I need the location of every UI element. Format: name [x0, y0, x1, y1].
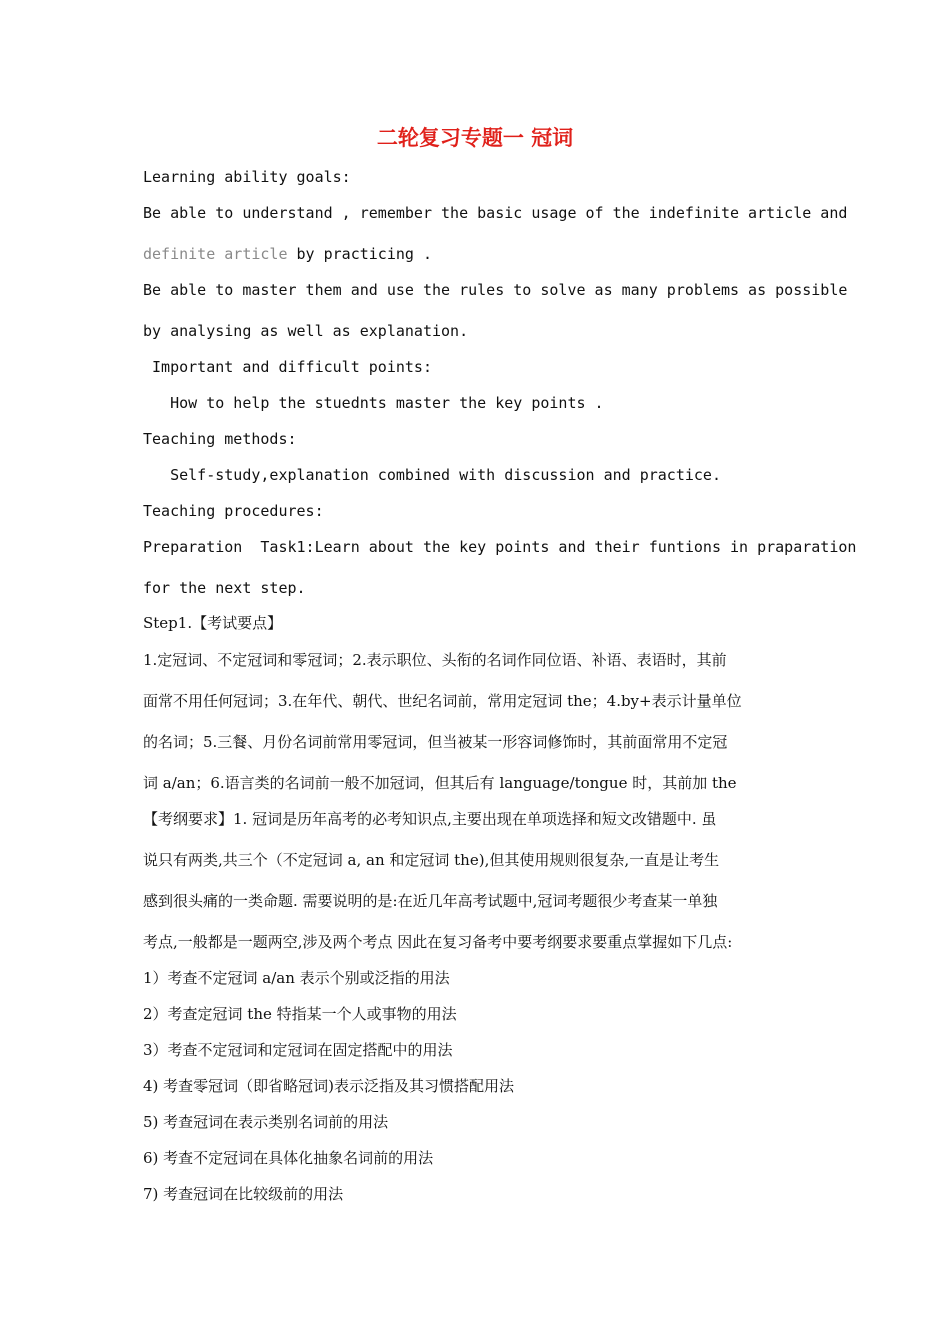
- requirement-item: 1）考查不定冠词 a/an 表示个别或泛指的用法: [143, 969, 450, 987]
- requirement-item: 5) 考查冠词在表示类别名词前的用法: [143, 1113, 389, 1131]
- exam-points-line: 面常不用任何冠词；3.在年代、朝代、世纪名词前，常用定冠词 the；4.by+表示计量单位: [143, 692, 742, 710]
- points-heading: Important and difficult points:: [143, 358, 432, 376]
- syllabus-line: 【考纲要求】1. 冠词是历年高考的必考知识点,主要出现在单项选择和短文改错题中. 虽: [143, 810, 717, 828]
- preparation-line-1: Preparation Task1:Learn about the key points and their funtions in praparation: [143, 538, 857, 556]
- document-title: 二轮复习专题一 冠词: [376, 126, 574, 150]
- goal-1-rest-text: by practicing .: [287, 245, 432, 263]
- exam-points-line: 的名词；5.三餐、月份名词前常用零冠词，但当被某一形容词修饰时，其前面常用不定冠: [143, 733, 728, 751]
- goal-1-gray-text: definite article: [143, 245, 288, 263]
- goal-2-line-1: Be able to master them and use the rules to solve as many problems as possible: [143, 281, 848, 299]
- goal-1-line-2: [143, 244, 432, 264]
- goals-heading: Learning ability goals:: [143, 168, 351, 186]
- exam-points-line: 1.定冠词、不定冠词和零冠词；2.表示职位、头衔的名词作同位语、补语、表语时，其前: [143, 651, 727, 669]
- requirement-item: 7) 考查冠词在比较级前的用法: [143, 1185, 344, 1203]
- exam-points-line: 词 a/an；6.语言类的名词前一般不加冠词，但其后有 language/tongue 时，其前加 the: [143, 774, 737, 792]
- methods-heading: Teaching methods:: [143, 430, 297, 448]
- requirement-item: 6) 考查不定冠词在具体化抽象名词前的用法: [143, 1149, 434, 1167]
- step-1-heading: Step1.【考试要点】: [143, 614, 283, 632]
- goal-1-line-1: Be able to understand , remember the basic usage of the indefinite article and: [143, 204, 848, 222]
- requirement-item: 2）考查定冠词 the 特指某一个人或事物的用法: [143, 1005, 457, 1023]
- preparation-line-2: for the next step.: [143, 579, 306, 597]
- goal-2-line-2: by analysing as well as explanation.: [143, 322, 469, 340]
- syllabus-line: 考点,一般都是一题两空,涉及两个考点 因此在复习备考中要考纲要求要重点掌握如下几点:: [143, 933, 733, 951]
- syllabus-line: 说只有两类,共三个（不定冠词 a, an 和定冠词 the),但其使用规则很复杂,一直是让考生: [143, 851, 720, 869]
- requirement-item: 3）考查不定冠词和定冠词在固定搭配中的用法: [143, 1041, 453, 1059]
- requirement-item: 4) 考查零冠词（即省略冠词)表示泛指及其习惯搭配用法: [143, 1077, 515, 1095]
- points-text: How to help the stuednts master the key points .: [143, 394, 604, 412]
- syllabus-line: 感到很头痛的一类命题. 需要说明的是:在近几年高考试题中,冠词考题很少考查某一单独: [143, 892, 718, 910]
- procedures-heading: Teaching procedures:: [143, 502, 324, 520]
- methods-text: Self-study,explanation combined with discussion and practice.: [143, 466, 721, 484]
